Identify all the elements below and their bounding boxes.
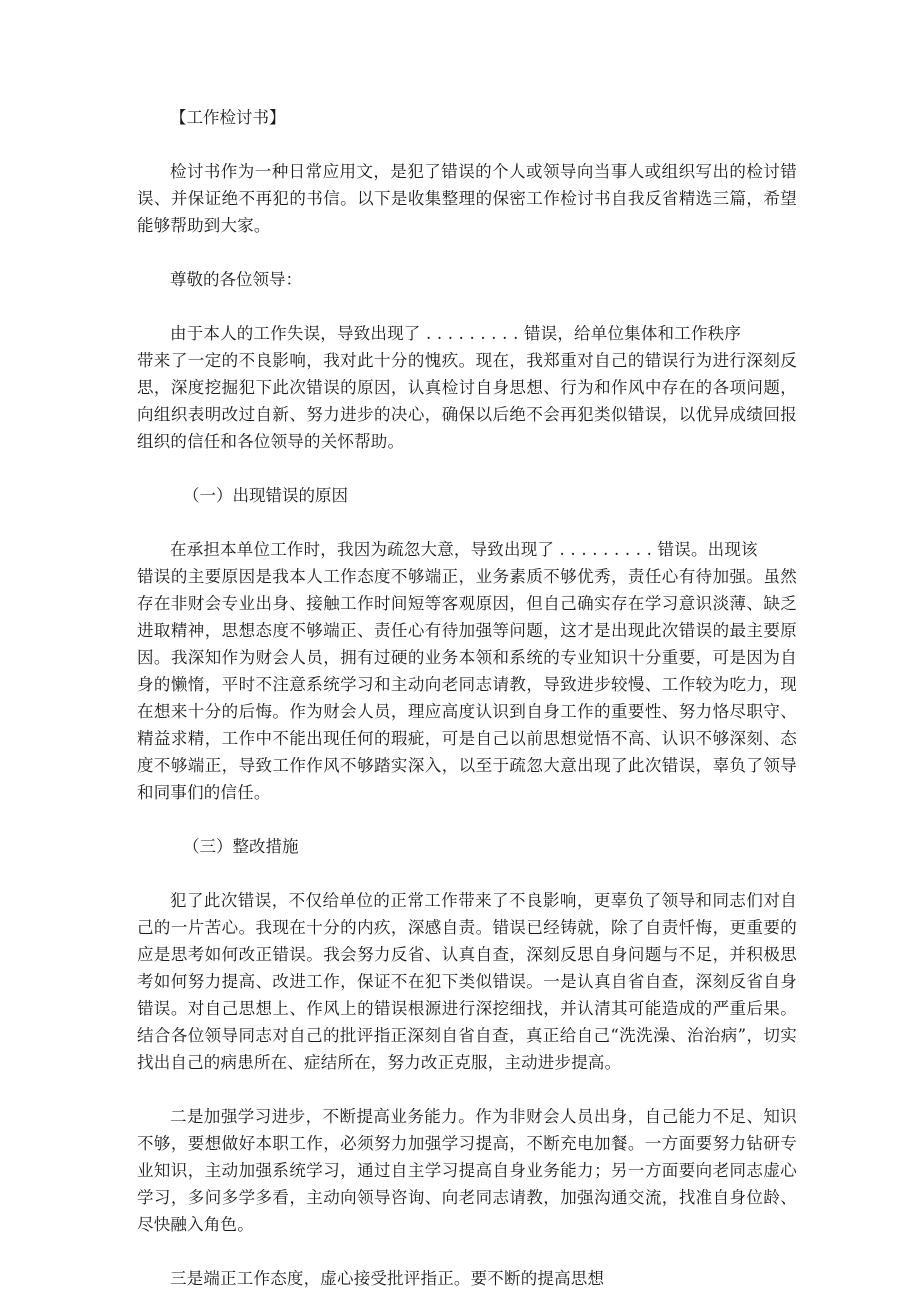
section-heading-measures: （三）整改措施 [183, 837, 299, 856]
paragraph-1-first-line: 由于本人的工作失误，导致出现了 . . . . . . . . . 错误，给单位集体和工作秩序 [170, 324, 742, 343]
paragraph-5: 三是端正工作态度，虚心接受批评指正。要不断的提高思想 [170, 1269, 605, 1288]
intro-paragraph: 检讨书作为一种日常应用文，是犯了错误的个人或领导向当事人或组织写出的检讨错误、并保证绝不再犯的书信。以下是收集整理的保密工作检讨书自我反省精选三篇，希望能够帮助到大家。 [137, 162, 797, 235]
paragraph-3: 犯了此次错误，不仅给单位的正常工作带来了不良影响，更辜负了领导和同志们对自己的一片苦心。我现在十分的内疚，深感自责。错误已经铸就，除了自责忏悔，更重要的应是思考如何改正错误。我会努力反省、认真自查，深刻反思自身问题与不足，并积极思考如何努力提高、改进工作，保证不在犯下类似错误。一是认真自省自查，深刻反省自身错误。对自己思想上、作风上的错误根源进行深挖细找，并认清其可能造成的严重后果。结合各位领导同志对自己的批评指正深刻自省自查，真正给自己“洗洗澡、治治病”，切实找出自己的病患所在、症结所在，努力改正克服，主动进步提高。 [137, 891, 797, 1072]
paragraph-1-body: 带来了一定的不良影响，我对此十分的愧疚。现在，我郑重对自己的错误行为进行深刻反思，深度挖掘犯下此次错误的原因，认真检讨自身思想、行为和作风中存在的各项问题，向组织表明改过自新、努力进步的决心，确保以后绝不会再犯类似错误，以优异成绩回报组织的信任和各位领导的关怀帮助。 [137, 351, 797, 451]
paragraph-2-body: 错误的主要原因是我本人工作态度不够端正，业务素质不够优秀，责任心有待加强。虽然存在非财会专业出身、接触工作时间短等客观原因，但自己确实存在学习意识淡薄、缺乏进取精神，思想态度不够端正、责任心有待加强等问题，这才是出现此次错误的最主要原因。我深知作为财会人员，拥有过硬的业务本领和系统的专业知识十分重要，可是因为自身的懒惰，平时不注意系统学习和主动向老同志请教，导致进步较慢、工作较为吃力，现在想来十分的后悔。作为财会人员，理应高度认识到自身工作的重要性、努力恪尽职守、精益求精，工作中不能出现任何的瑕疵，可是自己以前思想觉悟不高、认识不够深刻、态度不够端正，导致工作作风不够踏实深入，以至于疏忽大意出现了此次错误，辜负了领导和同事们的信任。 [137, 567, 797, 802]
salutation: 尊敬的各位领导： [170, 270, 302, 289]
paragraph-1 [137, 320, 797, 455]
section-heading-cause: （一）出现错误的原因 [183, 486, 348, 505]
document-title: 【工作检讨书】 [170, 108, 286, 127]
paragraph-2 [137, 536, 797, 806]
document-page [137, 104, 797, 1292]
paragraph-4: 二是加强学习进步，不断提高业务能力。作为非财会人员出身，自己能力不足、知识不够，要想做好本职工作，必须努力加强学习提高，不断充电加餐。一方面要努力钻研专业知识，主动加强系统学习，通过自主学习提高自身业务能力；另一方面要向老同志虚心学习，多问多学多看，主动向领导咨询、向老同志请教，加强沟通交流，找准自身位龄、尽快融入角色。 [137, 1107, 797, 1234]
paragraph-2-first-line: 在承担本单位工作时，我因为疏忽大意，导致出现了 . . . . . . . . . 错误。出现该 [170, 540, 758, 559]
